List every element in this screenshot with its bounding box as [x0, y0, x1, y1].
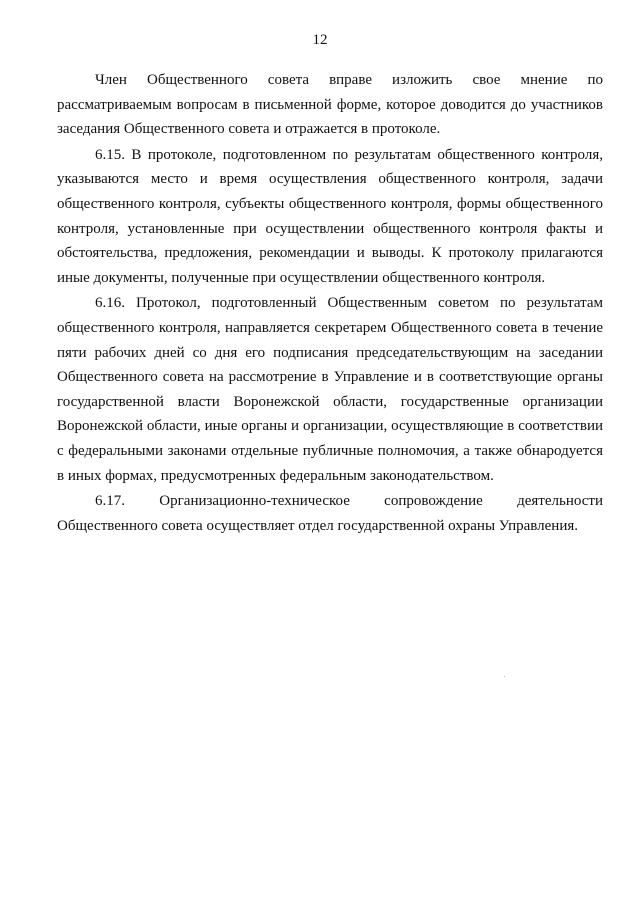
scan-speck [504, 676, 505, 677]
paragraph-member-opinion: Член Общественного совета вправе изложить свое мнение по рассматриваемым вопросам в письменной форме, которое доводится до участников заседания Общественного совета и отражается в протоколе. [57, 72, 603, 138]
paragraph-6-17: 6.17. Организационно-техническое сопровождение деятельности Общественного совета осуществляет отдел государственной охраны Управления. [57, 493, 603, 534]
paragraph-6-16: 6.16. Протокол, подготовленный Общественным советом по результатам общественного контроля, направляется секретарем Общественного совета в течение пяти рабочих дней со дня его подписания председательствующим на заседании Общественного совета на рассмотрение в Управление и в соответствующие органы государственной власти Воронежской области, государственные организации Воронежской области, иные органы и организации, осуществляющие в соответствии с федеральными законами отдельные публичные полномочия, а также обнародуется в иных формах, предусмотренных федеральным законодательством. [57, 295, 603, 484]
paragraph-6-15: 6.15. В протоколе, подготовленном по результатам общественного контроля, указываются место и время осуществления общественного контроля, задачи общественного контроля, субъекты общественного контроля, формы общественного контроля, установленные при осуществлении общественного контроля факты и обстоятельства, предложения, рекомендации и выводы. К протоколу прилагаются иные документы, полученные при осуществлении общественного контроля. [57, 146, 603, 286]
page-number: 12 [312, 32, 328, 48]
document-body [57, 68, 603, 538]
